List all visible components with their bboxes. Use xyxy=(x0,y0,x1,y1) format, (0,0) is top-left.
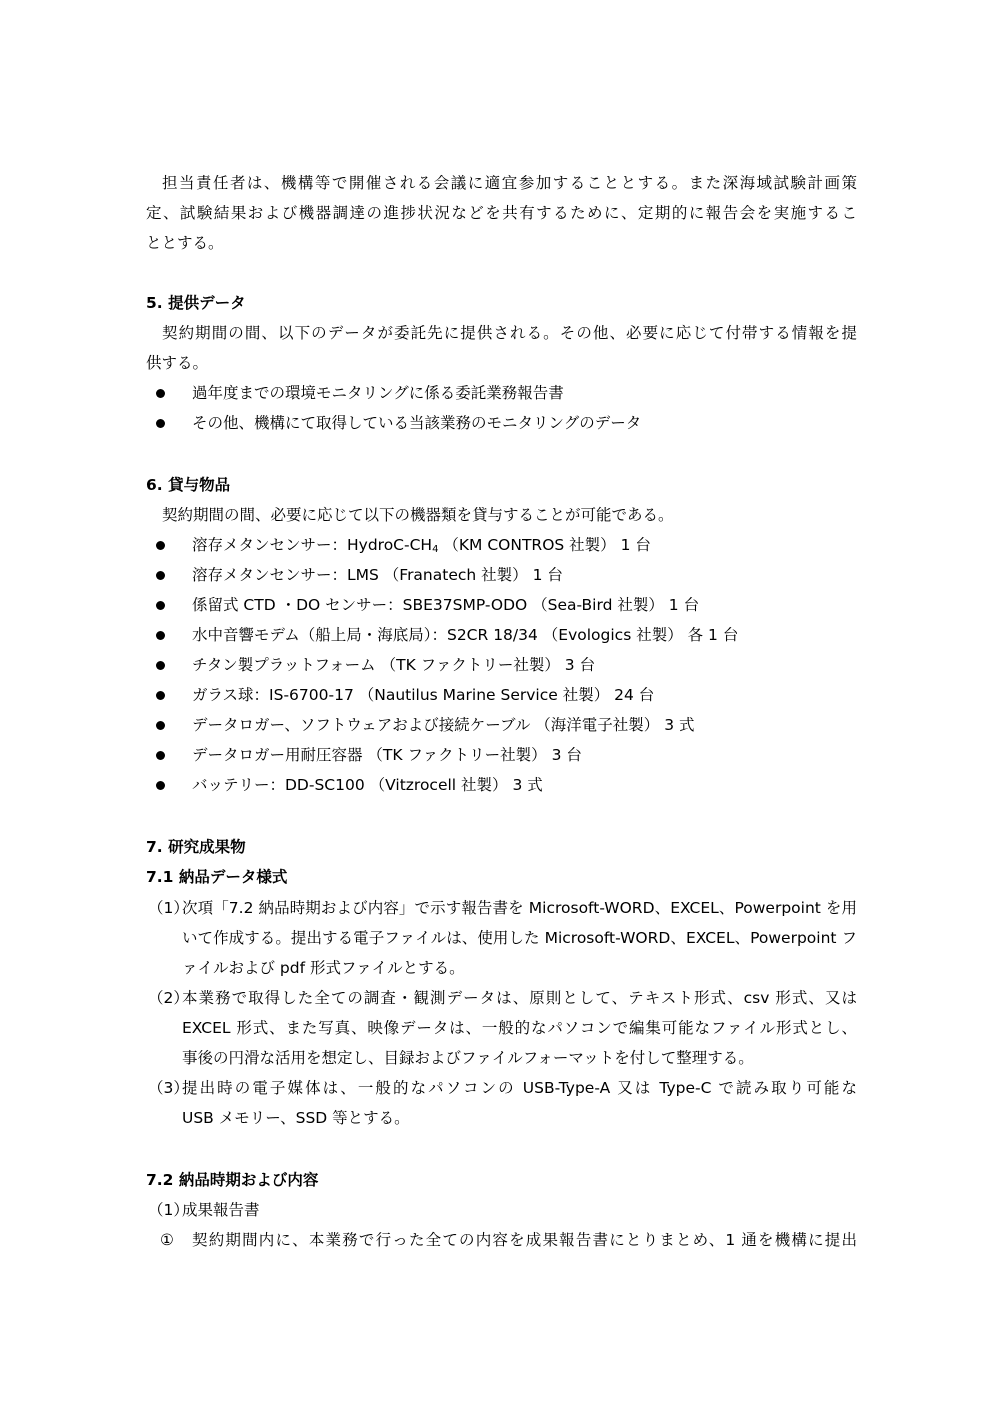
list-item-line: 本業務で取得した全ての調査・観測データは、原則として、テキスト形式、csv 形式、又は xyxy=(182,989,857,1007)
section-5-para-line-2: 供する。 xyxy=(146,354,209,372)
list-item-label: 成果報告書 xyxy=(182,1201,260,1219)
section-6-item: バッテリー：DD-SC100 （Vitzrocell 社製） 3 式 xyxy=(192,776,543,794)
section-7-1-heading: 7.1 納品データ様式 xyxy=(146,868,288,886)
section-6-item: ガラス球：IS-6700-17 （Nautilus Marine Service 社製） 24 台 xyxy=(192,686,655,704)
bullet-icon xyxy=(156,691,165,700)
bullet-icon xyxy=(156,389,165,398)
list-number: （1） xyxy=(148,1201,189,1219)
section-5-heading: 5. 提供データ xyxy=(146,294,246,312)
section-6-item: 溶存メタンセンサー：LMS （Franatech 社製） 1 台 xyxy=(192,566,563,584)
section-6-item: データロガー、ソフトウェアおよび接続ケーブル （海洋電子社製） 3 式 xyxy=(192,716,695,734)
intro-line-3: ととする。 xyxy=(146,234,224,252)
intro-line-1: 担当責任者は、機構等で開催される会議に適宜参加することとする。また深海域試験計画策 xyxy=(162,174,857,192)
circled-number: ① xyxy=(160,1231,174,1249)
bullet-icon xyxy=(156,541,165,550)
list-item-line: いて作成する。提出する電子ファイルは、使用した Microsoft-WORD、EXCEL、Powerpoint フ xyxy=(182,929,857,947)
list-item-line: 次項「7.2 納品時期および内容」で示す報告書を Microsoft-WORD、EXCEL、Powerpoint を用 xyxy=(182,899,857,917)
bullet-icon xyxy=(156,751,165,760)
list-number: （1） xyxy=(148,899,189,917)
section-5-item: その他、機構にて取得している当該業務のモニタリングのデータ xyxy=(192,414,642,432)
bullet-icon xyxy=(156,661,165,670)
section-6-item: 係留式 CTD ・DO センサー：SBE37SMP-ODO （Sea-Bird 社製） 1 台 xyxy=(192,596,700,614)
list-number: （2） xyxy=(148,989,189,1007)
bullet-icon xyxy=(156,631,165,640)
list-item-line: ァイルおよび pdf 形式ファイルとする。 xyxy=(182,959,465,977)
bullet-icon xyxy=(156,601,165,610)
list-item-line: USB メモリー、SSD 等とする。 xyxy=(182,1109,410,1127)
section-7-2-heading: 7.2 納品時期および内容 xyxy=(146,1171,319,1189)
section-6-item: チタン製プラットフォーム （TK ファクトリー社製） 3 台 xyxy=(192,656,596,674)
bullet-icon xyxy=(156,571,165,580)
list-item-line: 事後の円滑な活用を想定し、目録およびファイルフォーマットを付して整理する。 xyxy=(182,1049,754,1067)
list-number: （3） xyxy=(148,1079,189,1097)
section-6-para: 契約期間の間、必要に応じて以下の機器類を貸与することが可能である。 xyxy=(162,506,674,524)
bullet-icon xyxy=(156,721,165,730)
section-5-para-line-1: 契約期間の間、以下のデータが委託先に提供される。その他、必要に応じて付帯する情報を提 xyxy=(162,324,857,342)
list-item-line: EXCEL 形式、また写真、映像データは、一般的なパソコンで編集可能なファイル形式とし、 xyxy=(182,1019,857,1037)
section-6-item: 溶存メタンセンサー：HydroC-$CH_4$ （KM CONTROS 社製） 1 台 xyxy=(192,536,651,555)
bullet-icon xyxy=(156,781,165,790)
section-6-item: データロガー用耐圧容器 （TK ファクトリー社製） 3 台 xyxy=(192,746,582,764)
section-7-heading: 7. 研究成果物 xyxy=(146,838,246,856)
section-5-item: 過年度までの環境モニタリングに係る委託業務報告書 xyxy=(192,384,564,402)
bullet-icon xyxy=(156,419,165,428)
list-item-line: 提出時の電子媒体は、一般的なパソコンの USB-Type-A 又は Type-C で読み取り可能な xyxy=(182,1079,857,1097)
section-6-item: 水中音響モデム（船上局・海底局）：S2CR 18/34 （Evologics 社製） 各 1 台 xyxy=(192,626,739,644)
section-6-heading: 6. 貸与物品 xyxy=(146,476,231,494)
list-item-line: 契約期間内に、本業務で行った全ての内容を成果報告書にとりまとめ、1 通を機構に提出 xyxy=(192,1231,857,1249)
intro-line-2: 定、試験結果および機器調達の進捗状況などを共有するために、定期的に報告会を実施するこ xyxy=(146,204,857,222)
